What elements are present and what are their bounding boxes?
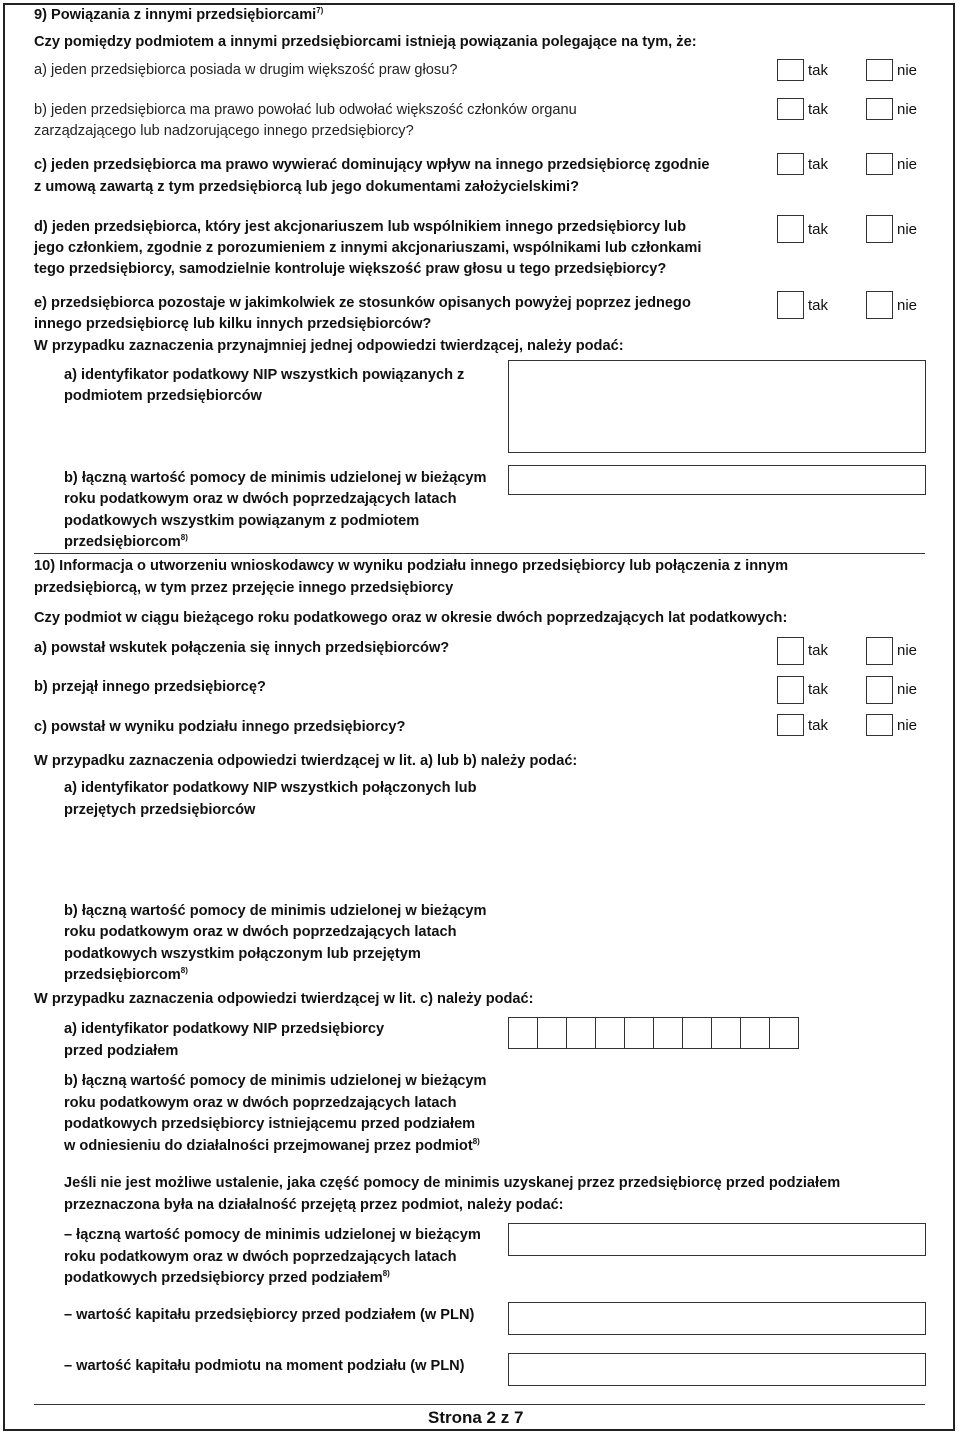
- checkbox-9a-no[interactable]: [866, 59, 893, 81]
- field-9-value-label-4-text: przedsiębiorcom: [64, 534, 181, 550]
- section-10-note-1: Jeśli nie jest możliwe ustalenie, jaka część pomocy de minimis uzyskanej przez przedsiębiorcę przed podziałem: [64, 1175, 841, 1191]
- footer-divider: [34, 1404, 925, 1405]
- field-9-value-label-4: [64, 532, 188, 554]
- question-9e-line2: innego przedsiębiorcę lub kilku innych przedsiębiorców?: [34, 316, 432, 332]
- nip-digit-cell[interactable]: [682, 1017, 712, 1049]
- nip-digit-cell[interactable]: [653, 1017, 683, 1049]
- label-no: nie: [897, 717, 918, 734]
- field-10ab-value-label-2: roku podatkowym oraz w dwóch poprzedzających latach: [64, 924, 457, 940]
- field-10c-nip-label-2: przed podziałem: [64, 1043, 179, 1059]
- nip-digit-cell[interactable]: [711, 1017, 741, 1049]
- question-9e-line1: e) przedsiębiorca pozostaje w jakimkolwiek ze stosunków opisanych powyżej poprzez jednego: [34, 295, 691, 311]
- label-yes: tak: [808, 681, 829, 698]
- field-10d-capital-before-label: – wartość kapitału przedsiębiorcy przed podziałem (w PLN): [64, 1307, 475, 1323]
- label-yes: tak: [808, 101, 829, 118]
- section-10-instruction-ab: W przypadku zaznaczenia odpowiedzi twierdzącej w lit. a) lub b) należy podać:: [34, 753, 578, 769]
- field-10ab-value-label-1: b) łączną wartość pomocy de minimis udzielonej w bieżącym: [64, 903, 487, 919]
- section-9-title: [34, 5, 323, 27]
- question-10b: b) przejął innego przedsiębiorcę?: [34, 679, 266, 695]
- field-10c-value-label-4-text: w odniesieniu do działalności przejmowanej przez podmiot: [64, 1138, 473, 1154]
- question-9a: a) jeden przedsiębiorca posiada w drugim większość praw głosu?: [34, 62, 458, 78]
- footnote-ref: 8): [382, 1269, 390, 1278]
- question-9c-line2: z umową zawartą z tym przedsiębiorcą lub jego dokumentami założycielskimi?: [34, 179, 579, 195]
- field-10d-capital-at-split-input[interactable]: [508, 1353, 926, 1386]
- page-number: Strona 2 z 7: [428, 1408, 524, 1427]
- footnote-ref: 7): [316, 6, 324, 15]
- field-10ab-nip-label-1: a) identyfikator podatkowy NIP wszystkich połączonych lub: [64, 780, 477, 796]
- label-yes: tak: [808, 717, 829, 734]
- question-9d-line3: tego przedsiębiorcy, samodzielnie kontroluje większość praw głosu u tego przedsiębiorcy?: [34, 261, 667, 277]
- field-10d-value-label-3: [64, 1268, 390, 1290]
- question-9b-line1: b) jeden przedsiębiorca ma prawo powołać lub odwołać większość członków organu: [34, 102, 577, 118]
- label-yes: tak: [808, 297, 829, 314]
- nip-digit-cell[interactable]: [508, 1017, 538, 1049]
- field-9-value-label-1: b) łączną wartość pomocy de minimis udzielonej w bieżącym: [64, 470, 487, 486]
- nip-digit-cell[interactable]: [740, 1017, 770, 1049]
- nip-digit-cell[interactable]: [566, 1017, 596, 1049]
- field-9-value-input[interactable]: [508, 465, 926, 495]
- checkbox-9c-yes[interactable]: [777, 153, 804, 175]
- field-10c-nip-input[interactable]: [508, 1017, 798, 1049]
- field-10ab-value-label-3: podatkowych wszystkim połączonym lub przejętym: [64, 946, 421, 962]
- field-10c-value-label-2: roku podatkowym oraz w dwóch poprzedzających latach: [64, 1095, 457, 1111]
- section-10-note-2: przeznaczona była na działalność przejętą przez podmiot, należy podać:: [64, 1197, 564, 1213]
- checkbox-9e-no[interactable]: [866, 291, 893, 319]
- question-9b-line2: zarządzającego lub nadzorującego innego przedsiębiorcy?: [34, 123, 414, 139]
- label-no: nie: [897, 297, 918, 314]
- field-9-nip-label-1: a) identyfikator podatkowy NIP wszystkich powiązanych z: [64, 367, 465, 383]
- section-10-title-2: przedsiębiorcą, w tym przez przejęcie innego przedsiębiorcy: [34, 580, 454, 596]
- section-9-title-text: 9) Powiązania z innymi przedsiębiorcami: [34, 7, 317, 23]
- question-9d-line1: d) jeden przedsiębiorca, który jest akcjonariuszem lub wspólnikiem innego przedsiębiorcy lub: [34, 219, 687, 235]
- field-10c-nip-label-1: a) identyfikator podatkowy NIP przedsiębiorcy: [64, 1021, 385, 1037]
- checkbox-10c-no[interactable]: [866, 714, 893, 736]
- field-10d-capital-at-split-label: – wartość kapitału podmiotu na moment podziału (w PLN): [64, 1358, 465, 1374]
- section-9-instruction: W przypadku zaznaczenia przynajmniej jednej odpowiedzi twierdzącej, należy podać:: [34, 338, 624, 354]
- field-9-nip-label-2: podmiotem przedsiębiorców: [64, 388, 262, 404]
- field-10d-value-input[interactable]: [508, 1223, 926, 1256]
- checkbox-9a-yes[interactable]: [777, 59, 804, 81]
- field-10ab-nip-label-2: przejętych przedsiębiorców: [64, 802, 256, 818]
- section-10-title-1: 10) Informacja o utworzeniu wnioskodawcy w wyniku podziału innego przedsiębiorcy lub połączenia z innym: [34, 558, 789, 574]
- label-no: nie: [897, 101, 918, 118]
- footnote-ref: 8): [180, 533, 188, 542]
- nip-digit-cell[interactable]: [624, 1017, 654, 1049]
- nip-digit-cell[interactable]: [769, 1017, 799, 1049]
- checkbox-9e-yes[interactable]: [777, 291, 804, 319]
- nip-digit-cell[interactable]: [595, 1017, 625, 1049]
- question-9c-line1: c) jeden przedsiębiorca ma prawo wywierać dominujący wpływ na innego przedsiębiorcę zgodnie: [34, 157, 710, 173]
- field-9-nip-input[interactable]: [508, 360, 926, 453]
- field-10d-value-label-3-text: podatkowych przedsiębiorcy przed podziałem: [64, 1270, 383, 1286]
- question-10a: a) powstał wskutek połączenia się innych przedsiębiorców?: [34, 640, 450, 656]
- section-10-intro: Czy podmiot w ciągu bieżącego roku podatkowego oraz w okresie dwóch poprzedzających lat podatkowych:: [34, 610, 788, 626]
- checkbox-10a-yes[interactable]: [777, 637, 804, 665]
- label-no: nie: [897, 156, 918, 173]
- field-10d-value-label-2: roku podatkowym oraz w dwóch poprzedzających latach: [64, 1249, 457, 1265]
- footnote-ref: 8): [472, 1137, 480, 1146]
- label-no: nie: [897, 681, 918, 698]
- checkbox-9d-no[interactable]: [866, 215, 893, 243]
- nip-digit-cell[interactable]: [537, 1017, 567, 1049]
- checkbox-9d-yes[interactable]: [777, 215, 804, 243]
- field-10ab-value-label-4: [64, 965, 188, 987]
- field-9-value-label-3: podatkowych wszystkim powiązanym z podmiotem: [64, 513, 420, 529]
- checkbox-9b-no[interactable]: [866, 98, 893, 120]
- question-9d-line2: jego członkiem, zgodnie z porozumieniem z innymi akcjonariuszami, wspólnikami lub członkami: [34, 240, 702, 256]
- section-9-intro: Czy pomiędzy podmiotem a innymi przedsiębiorcami istnieją powiązania polegające na tym, że:: [34, 34, 697, 50]
- checkbox-10b-no[interactable]: [866, 676, 893, 704]
- checkbox-10a-no[interactable]: [866, 637, 893, 665]
- field-10c-value-label-3: podatkowych przedsiębiorcy istniejącemu przed podziałem: [64, 1116, 476, 1132]
- label-no: nie: [897, 62, 918, 79]
- label-yes: tak: [808, 156, 829, 173]
- label-yes: tak: [808, 642, 829, 659]
- label-no: nie: [897, 221, 918, 238]
- label-yes: tak: [808, 221, 829, 238]
- field-10d-value-label-1: – łączną wartość pomocy de minimis udzielonej w bieżącym: [64, 1227, 481, 1243]
- question-10c: c) powstał w wyniku podziału innego przedsiębiorcy?: [34, 719, 406, 735]
- field-9-value-label-2: roku podatkowym oraz w dwóch poprzedzających latach: [64, 491, 457, 507]
- footnote-ref: 8): [180, 966, 188, 975]
- field-10d-capital-before-input[interactable]: [508, 1302, 926, 1335]
- checkbox-9b-yes[interactable]: [777, 98, 804, 120]
- section-10-instruction-c: W przypadku zaznaczenia odpowiedzi twierdzącej w lit. c) należy podać:: [34, 991, 534, 1007]
- checkbox-10b-yes[interactable]: [777, 676, 804, 704]
- label-yes: tak: [808, 62, 829, 79]
- checkbox-9c-no[interactable]: [866, 153, 893, 175]
- field-10c-value-label-4: [64, 1136, 480, 1158]
- label-no: nie: [897, 642, 918, 659]
- field-10c-value-label-1: b) łączną wartość pomocy de minimis udzielonej w bieżącym: [64, 1073, 487, 1089]
- section-divider: [34, 553, 925, 554]
- field-10ab-value-label-4-text: przedsiębiorcom: [64, 967, 181, 983]
- checkbox-10c-yes[interactable]: [777, 714, 804, 736]
